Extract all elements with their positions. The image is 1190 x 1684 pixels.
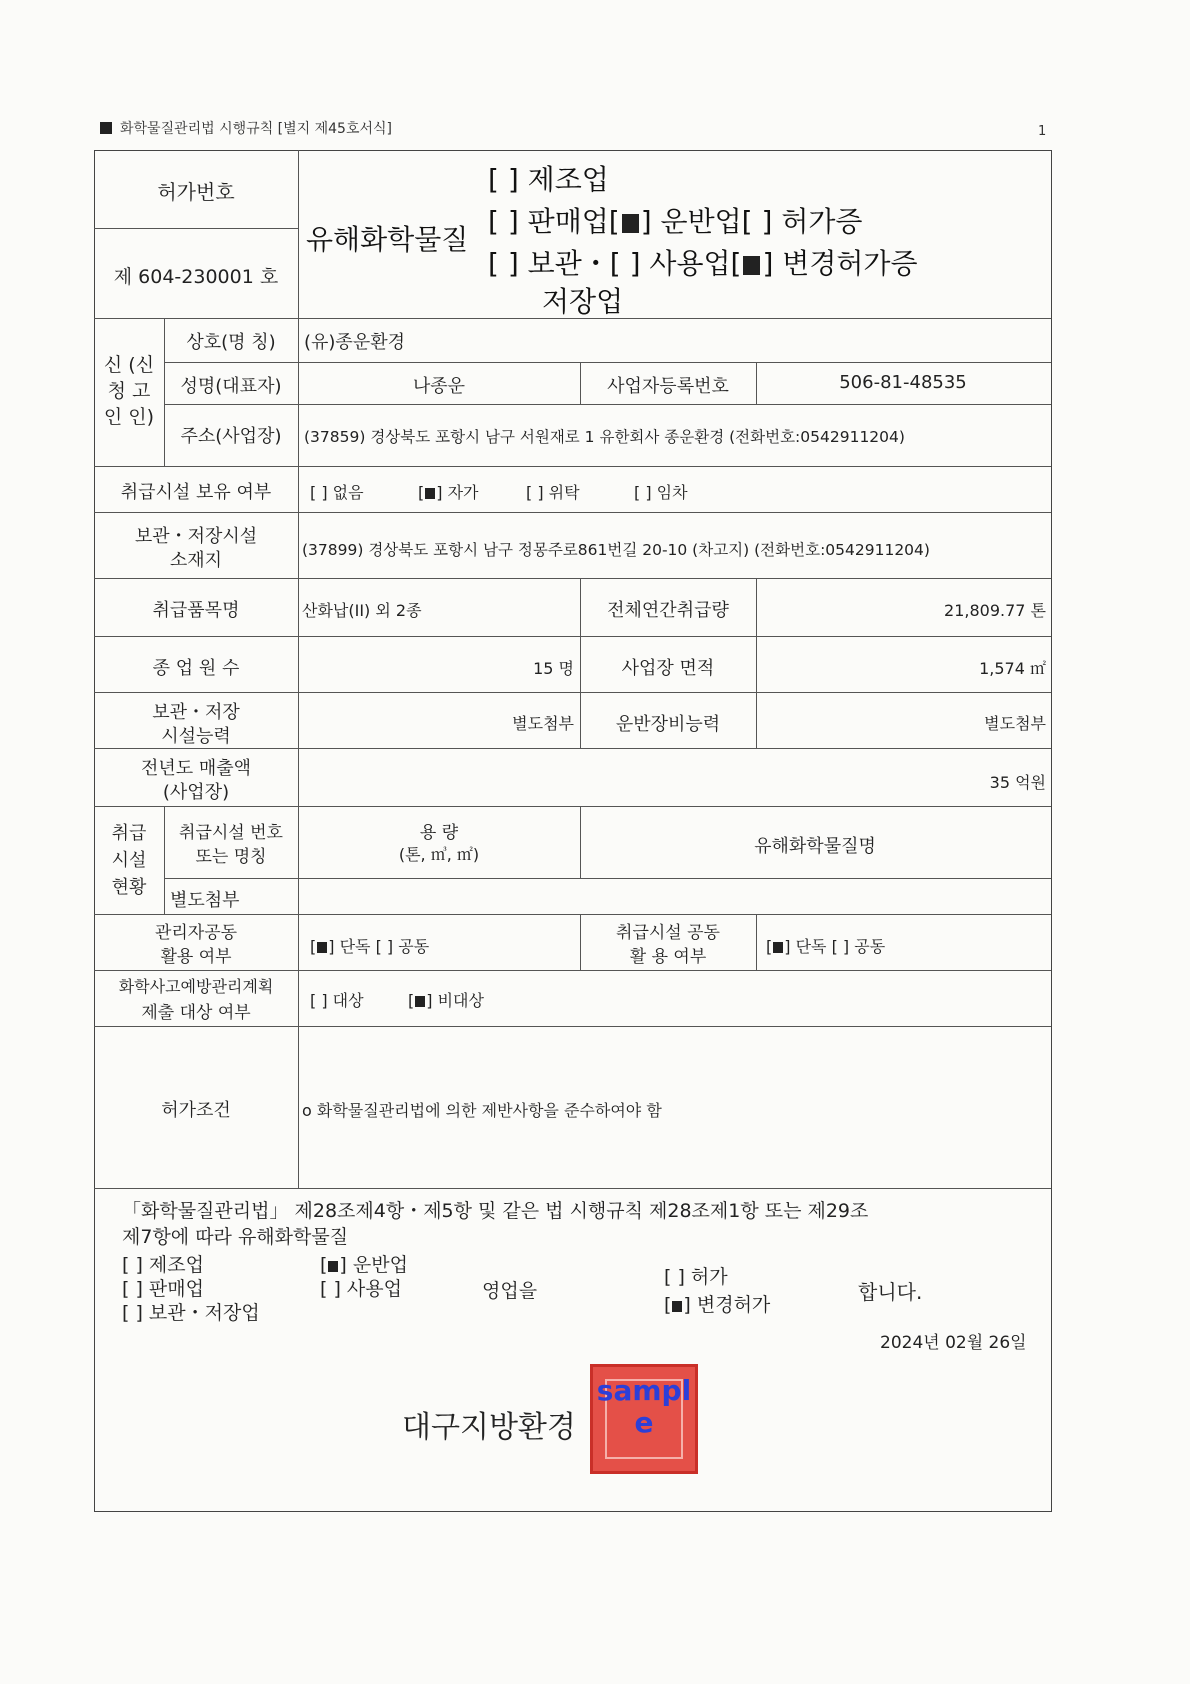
permit-number-value: 제 604-230001 호 — [113, 266, 279, 288]
facility-joint-label-1: 취급시설 공동 — [616, 923, 720, 943]
change-permit-bracket: [ — [664, 1294, 672, 1316]
option-change-text: ] 변경허가증 — [762, 247, 918, 280]
applicant-group-label: 신 (신 청 고 인 인) — [103, 354, 155, 428]
square-icon — [100, 122, 112, 134]
manager-options-text: ] 단독 [ ] 공동 — [328, 937, 430, 956]
ownership-lease: [ ] 임차 — [634, 483, 688, 502]
option-storage-text: [ ] 보관・[ ] 사용업[ — [488, 247, 742, 280]
annual-quantity-label: 전체연간취급량 — [607, 600, 729, 621]
manager-joint-label-2: 활용 여부 — [160, 947, 232, 967]
storage-capacity-value: 별도첨부 — [512, 714, 574, 733]
biz-reg-no-label: 사업자등록번호 — [607, 376, 729, 397]
storage-location-label-1: 보관・저장시설 — [134, 526, 258, 547]
ownership-self-text: ] 자가 — [436, 483, 479, 502]
business-sales: [ ] 판매업 — [122, 1278, 204, 1300]
transport-text: ] 운반업 — [339, 1254, 408, 1276]
facility-sole-bracket: [ — [766, 937, 773, 956]
rule — [94, 466, 1051, 467]
permit-number-label: 허가번호 — [157, 180, 235, 204]
storage-capacity-label-1: 보관・저장 — [152, 702, 240, 723]
accident-non-target — [408, 988, 484, 1011]
option-manufacture: [ ] 제조업 — [488, 163, 609, 196]
address-value: (37859) 경상북도 포항시 남구 서원재로 1 유한회사 종운환경 (전화번호:0542911204) — [304, 428, 905, 446]
business-use: [ ] 사용업 — [320, 1278, 402, 1300]
non-target-text: ] 비대상 — [426, 991, 484, 1010]
statement-line-2: 제7항에 따라 유해화학물질 — [122, 1226, 349, 1248]
rule — [94, 228, 298, 229]
substance-label: 유해화학물질 — [306, 223, 469, 256]
sales-value: 35 억원 — [989, 773, 1046, 792]
transport-capacity-label: 운반장비능력 — [615, 714, 721, 735]
storage-capacity-label-2: 시설능력 — [161, 726, 231, 747]
type-permit: [ ] 허가 — [664, 1266, 728, 1288]
items-label: 취급품목명 — [152, 600, 240, 621]
capacity-col-label-1: 용 량 — [419, 823, 459, 843]
ownership-self-bracket: [ — [418, 483, 425, 502]
substance-col-label: 유해화학물질명 — [754, 836, 876, 857]
option-storage-use-change — [488, 242, 918, 282]
rule — [94, 512, 1051, 513]
business-text: 영업을 — [482, 1280, 538, 1302]
business-name-label: 상호(명 칭) — [186, 332, 276, 353]
representative-label: 성명(대표자) — [180, 376, 282, 397]
facility-ownership-label: 취급시설 보유 여부 — [120, 482, 272, 503]
rule — [94, 1188, 1051, 1189]
option-sales-transport-permit — [488, 200, 862, 240]
business-name-value: (유)종운환경 — [304, 332, 405, 353]
checked-box-icon — [743, 256, 760, 275]
site-area-label: 사업장 면적 — [621, 658, 715, 679]
business-storage: [ ] 보관・저장업 — [122, 1302, 260, 1324]
rule — [94, 1026, 1051, 1027]
sales-label-2: (사업장) — [162, 782, 230, 803]
checked-box-icon — [773, 942, 783, 953]
transport-bracket: [ — [320, 1254, 328, 1276]
checked-box-icon — [328, 1261, 338, 1272]
accident-plan-label-2: 제출 대상 여부 — [141, 1003, 251, 1023]
handling-group-label: 취급 시설 현황 — [111, 823, 147, 898]
issuer-name: 대구지방환경 — [402, 1410, 576, 1445]
form-title — [100, 118, 392, 138]
rule — [94, 806, 1051, 807]
change-permit-text: ] 변경허가 — [683, 1294, 771, 1316]
accident-plan-label-1: 화학사고예방관리계획 — [118, 977, 274, 996]
rule — [94, 636, 1051, 637]
form-title-text: 화학물질관리법 시행규칙 [별지 제45호서식] — [120, 121, 392, 137]
checked-box-icon — [425, 488, 435, 499]
employees-label: 종 업 원 수 — [152, 658, 240, 679]
facility-joint-label-2: 활 용 여부 — [629, 947, 707, 967]
non-target-bracket: [ — [408, 991, 415, 1010]
sales-label-1: 전년도 매출액 — [140, 758, 252, 779]
checked-box-icon — [672, 1301, 682, 1312]
rule — [94, 914, 1051, 915]
employees-value: 15 명 — [533, 659, 574, 678]
rule — [756, 914, 757, 970]
manager-sole-bracket: [ — [310, 937, 317, 956]
ownership-none: [ ] 없음 — [310, 483, 364, 502]
address-label: 주소(사업장) — [180, 426, 282, 447]
facility-options-text: ] 단독 [ ] 공동 — [784, 937, 886, 956]
checked-box-icon — [317, 942, 327, 953]
conditions-label: 허가조건 — [161, 1100, 231, 1121]
statement-end: 합니다. — [858, 1280, 923, 1304]
storage-location-value: (37899) 경상북도 포항시 남구 정몽주로861번길 20-10 (차고지) (전화번호:0542911204) — [302, 541, 930, 559]
facility-joint-options — [766, 934, 885, 957]
official-seal — [590, 1364, 698, 1474]
ownership-consign: [ ] 위탁 — [526, 483, 580, 502]
conditions-value: o 화학물질관리법에 의한 제반사항을 준수하여야 함 — [302, 1101, 662, 1120]
checked-box-icon — [415, 996, 425, 1007]
rule — [94, 692, 1051, 693]
manager-joint-options — [310, 934, 429, 957]
site-area-value: 1,574 ㎡ — [979, 659, 1046, 678]
option-storage-business: 저장업 — [542, 285, 624, 318]
page-number: 1 — [1038, 124, 1047, 139]
option-transport-text: ] 운반업[ ] 허가증 — [640, 205, 863, 238]
rule — [94, 748, 1051, 749]
statement-line-1: 「화학물질관리법」 제28조제4항・제5항 및 같은 법 시행규칙 제28조제1항 또는 제29조 — [122, 1200, 869, 1222]
business-transport — [320, 1250, 408, 1277]
storage-location-label-2: 소재지 — [169, 550, 223, 571]
sample-watermark: sampl e — [596, 1374, 692, 1439]
rule — [94, 970, 1051, 971]
checked-box-icon — [622, 214, 639, 233]
items-value: 산화납(II) 외 2종 — [302, 601, 422, 620]
rule — [94, 578, 1051, 579]
facility-no-label-1: 취급시설 번호 — [179, 823, 283, 843]
biz-reg-no-value: 506-81-48535 — [839, 372, 967, 393]
issue-date: 2024년 02월 26일 — [880, 1333, 1027, 1353]
ownership-self — [418, 480, 479, 503]
annual-quantity-value: 21,809.77 톤 — [944, 601, 1046, 620]
accident-target: [ ] 대상 — [310, 991, 364, 1010]
capacity-col-label-2: (톤, ㎥, ㎡) — [398, 845, 480, 864]
handling-attached: 별도첨부 — [170, 890, 240, 911]
transport-capacity-value: 별도첨부 — [984, 714, 1046, 733]
representative-value: 나종운 — [412, 376, 466, 397]
manager-joint-label-1: 관리자공동 — [154, 923, 238, 943]
option-sales-text: [ ] 판매업[ — [488, 205, 620, 238]
business-manufacture: [ ] 제조업 — [122, 1254, 204, 1276]
type-change-permit — [664, 1290, 770, 1317]
facility-no-label-2: 또는 명칭 — [195, 847, 267, 867]
